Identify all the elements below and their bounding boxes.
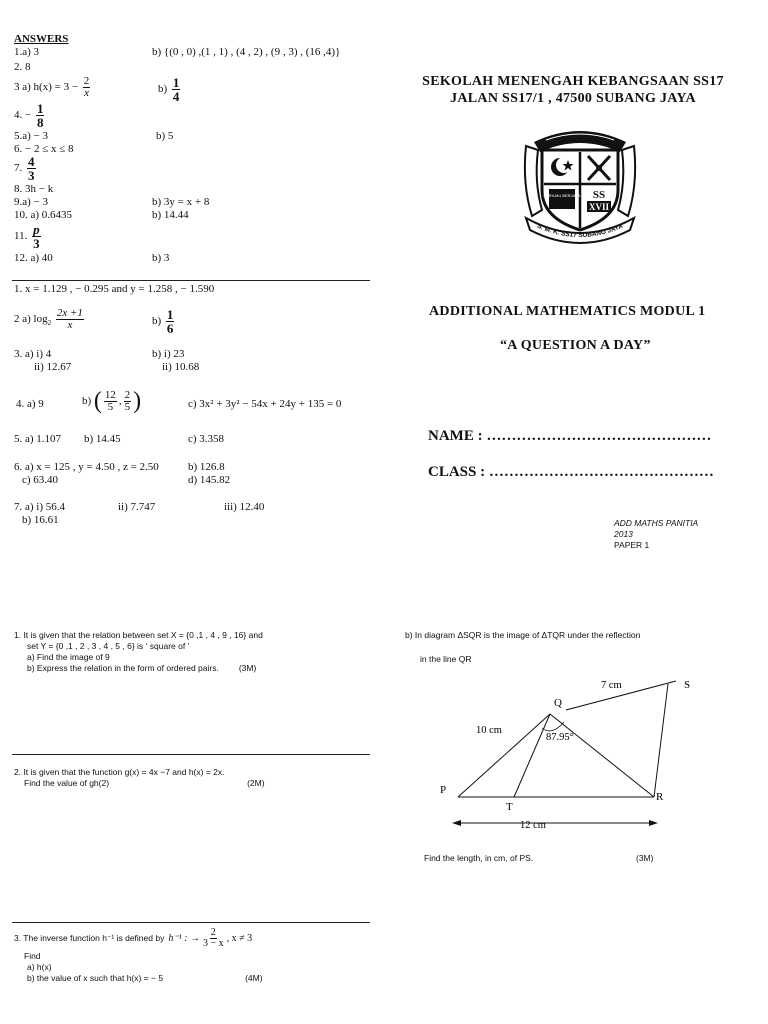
answer-s2b: b) $\frac{1}{6}$ [152, 307, 174, 336]
answers-heading: ANSWERS [14, 33, 69, 45]
label-p: P [440, 784, 447, 796]
answer-1a: 1.a) 3 [14, 46, 40, 58]
answer-s3ai: 3. a) i) 4 [14, 348, 52, 360]
answer-s7aiii: iii) 12.40 [224, 501, 265, 513]
answer-7: 7. $\frac{4}{3}$ [14, 154, 35, 183]
label-q: Q [554, 697, 562, 709]
panitia-label: ADD MATHS PANITIA [614, 518, 699, 528]
answer-s4c: c) 3x² + 3y² − 54x + 24y + 135 = 0 [188, 398, 342, 410]
answer-s5b: b) 14.45 [84, 433, 121, 445]
module-title: ADDITIONAL MATHEMATICS MODUL 1 [429, 304, 706, 319]
answer-12a: 12. a) 40 [14, 252, 53, 264]
label-s: S [684, 679, 691, 691]
answer-3b: b) $\frac{1}{4}$ [158, 75, 180, 104]
label-t: T [506, 801, 513, 813]
answer-s1: 1. x = 1.129 , − 0.295 and y = 1.258 , − 1.590 [14, 283, 215, 295]
question-b-line2: in the line QR [420, 654, 472, 664]
answer-5a: 5.a) − 3 [14, 130, 48, 142]
label-r: R [656, 791, 664, 803]
question-b-find: Find the length, in cm, of PS. [424, 853, 534, 863]
answer-s3bii: ii) 10.68 [162, 361, 200, 373]
answer-s3aii: ii) 12.67 [34, 361, 72, 373]
answer-10a: 10. a) 0.6435 [14, 209, 73, 221]
answer-8: 8. 3h − k [14, 183, 54, 195]
paper-label: PAPER 1 [614, 540, 650, 550]
question-2: 2. It is given that the function g(x) = 4x −7 and h(x) = 2x. Find the value of gh(2) (2M) [14, 767, 265, 788]
class-field[interactable]: CLASS : ……………………………………… [428, 464, 714, 480]
answer-s6c: c) 63.40 [22, 474, 59, 486]
school-name: SEKOLAH MENENGAH KEBANGSAAN SS17 [422, 74, 724, 89]
answer-s4a: 4. a) 9 [16, 398, 44, 410]
divider [12, 922, 370, 923]
crest-icon [520, 124, 640, 246]
length-pr: 12 cm [520, 820, 546, 831]
answer-12b: b) 3 [152, 252, 170, 264]
answer-3a: 3 a) h(x) = 3 − $\frac{2}{x}$ [14, 75, 90, 99]
answer-s7ai: 7. a) i) 56.4 [14, 501, 66, 513]
answer-s7aii: ii) 7.747 [118, 501, 156, 513]
year-label: 2013 [614, 529, 633, 539]
answer-s6a: 6. a) x = 125 , y = 4.50 , z = 2.50 [14, 461, 159, 473]
question-b-marks: (3M) [636, 853, 654, 863]
answer-6: 6. − 2 ≤ x ≤ 8 [14, 143, 74, 155]
angle-label: 87.95° [546, 732, 574, 743]
question-1: 1. It is given that the relation between set X = {0 ,1 , 4 , 9 , 16} and set Y = {0 ,1 , 2 , 3 , 4 , 5 , 6} is ‘ square of ’ a) Find the image of 9 b) Express the relation in the form of ordered pairs. (3M) [14, 630, 263, 673]
triangle-diagram [430, 670, 720, 840]
svg-text:BERILMU BERJASA: BERILMU BERJASA [543, 193, 581, 198]
answer-s5c: c) 3.358 [188, 433, 225, 445]
question-b: b) In diagram ΔSQR is the image of ΔTQR under the reflection [405, 630, 641, 640]
school-crest [520, 124, 640, 246]
length-qs: 7 cm [601, 680, 622, 691]
answer-9b: b) 3y = x + 8 [152, 196, 210, 208]
answer-11: 11. $\frac{p}{3}$ [14, 222, 40, 251]
answer-2: 2. 8 [14, 61, 31, 73]
length-pq: 10 cm [476, 725, 502, 736]
answer-1b: b) {(0 , 0) ,(1 , 1) , (4 , 2) , (9 , 3) , (16 ,4)} [152, 46, 341, 58]
answer-s6b: b) 126.8 [188, 461, 225, 473]
answer-10b: b) 14.44 [152, 209, 189, 221]
svg-text:XVII: XVII [588, 202, 610, 212]
divider [12, 754, 370, 755]
svg-text:SS: SS [592, 189, 606, 201]
question-3: 3. The inverse function h⁻¹ is defined by h⁻¹ : → $\frac{2}{3 - x}$ , x ≠ 3 Find a) h(x) b) the value of x such that h(x) = − 5 (4M) [14, 927, 263, 983]
answer-s6d: d) 145.82 [188, 474, 231, 486]
answer-5b: b) 5 [156, 130, 174, 142]
school-address: JALAN SS17/1 , 47500 SUBANG JAYA [450, 91, 696, 106]
answer-s5a: 5. a) 1.107 [14, 433, 62, 445]
answer-s3bi: b) i) 23 [152, 348, 185, 360]
answer-s4b: b) ( $\frac{12}{5}$ , $\frac{2}{5}$ ) [82, 388, 142, 414]
answer-s7b: b) 16.61 [22, 514, 59, 526]
answer-s2a: 2 a) $\log_2$ $\frac{2x +1}{x}$ [14, 307, 83, 331]
answer-4: 4. − $\frac{1}{8}$ [14, 101, 44, 130]
module-subtitle: “A QUESTION A DAY” [500, 338, 651, 353]
answer-9a: 9.a) − 3 [14, 196, 48, 208]
divider [12, 280, 370, 281]
svg-text:S. M. K. SS17 SUBANG JAYA: S. M. K. SS17 SUBANG JAYA [536, 222, 624, 240]
name-field[interactable]: NAME : ……………………………………… [428, 428, 712, 444]
